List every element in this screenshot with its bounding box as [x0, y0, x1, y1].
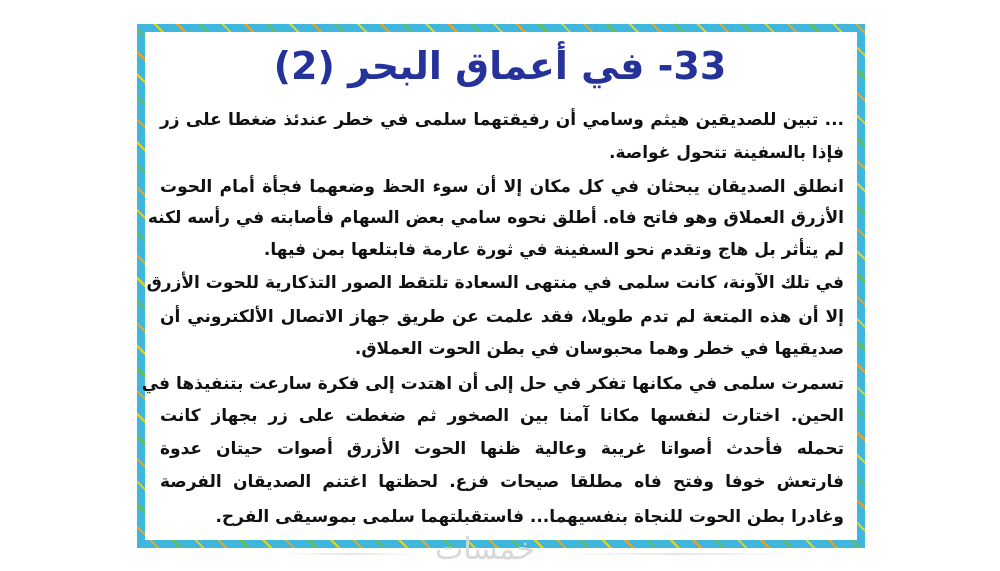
- text-line: تحمله فأحدث أصواتا غريبة وعالية ظنها الحوت الأزرق أصوات حيتان عدوة: [160, 439, 844, 459]
- watermark-line: [280, 553, 420, 555]
- text-line: ... تبين للصديقين هيثم وسامي أن رفيقتهما سلمى في خطر عندئذ ضغطا على زر: [160, 110, 844, 130]
- text-line: الأزرق العملاق وهو فاتح فاه. أطلق نحوه سامي بعض السهام فأصابته في رأسه لكنه: [147, 208, 844, 228]
- text-line: الحين. اختارت لنفسها مكانا آمنا بين الصخور ثم ضغطت على زر بجهاز كانت: [160, 406, 844, 426]
- watermark-line: [560, 553, 800, 555]
- text-line: إلا أن هذه المتعة لم تدم طويلا، فقد علمت عن طريق جهاز الاتصال الألكتروني أن: [160, 307, 844, 327]
- watermark-logo: خمسات: [435, 532, 536, 567]
- text-line: في تلك الآونة، كانت سلمى في منتهى السعادة تلتقط الصور التذكارية للحوت الأزرق: [146, 273, 844, 293]
- text-line: فإذا بالسفينة تتحول غواصة.: [609, 143, 844, 163]
- text-line: وغادرا بطن الحوت للنجاة بنفسيهما... فاستقبلتهما سلمى بموسيقى الفرح.: [215, 507, 844, 527]
- text-line: فارتعش خوفا وفتح فاه مطلقا صيحات فزع. لحظتها اغتنم الصديقان الفرصة: [160, 472, 844, 492]
- page-title: 33- في أعماق البحر (2): [273, 44, 727, 88]
- text-line: لم يتأثر بل هاج وتقدم نحو السفينة في ثورة عارمة فابتلعها بمن فيها.: [263, 240, 844, 260]
- text-line: انطلق الصديقان يبحثان في كل مكان إلا أن سوء الحظ وضعهما فجأة أمام الحوت: [160, 177, 844, 197]
- text-line: صديقيها في خطر وهما محبوسان في بطن الحوت العملاق.: [354, 339, 844, 359]
- text-line: تسمرت سلمى في مكانها تفكر في حل إلى أن اهتدت إلى فكرة سارعت بتنفيذها في: [141, 374, 844, 394]
